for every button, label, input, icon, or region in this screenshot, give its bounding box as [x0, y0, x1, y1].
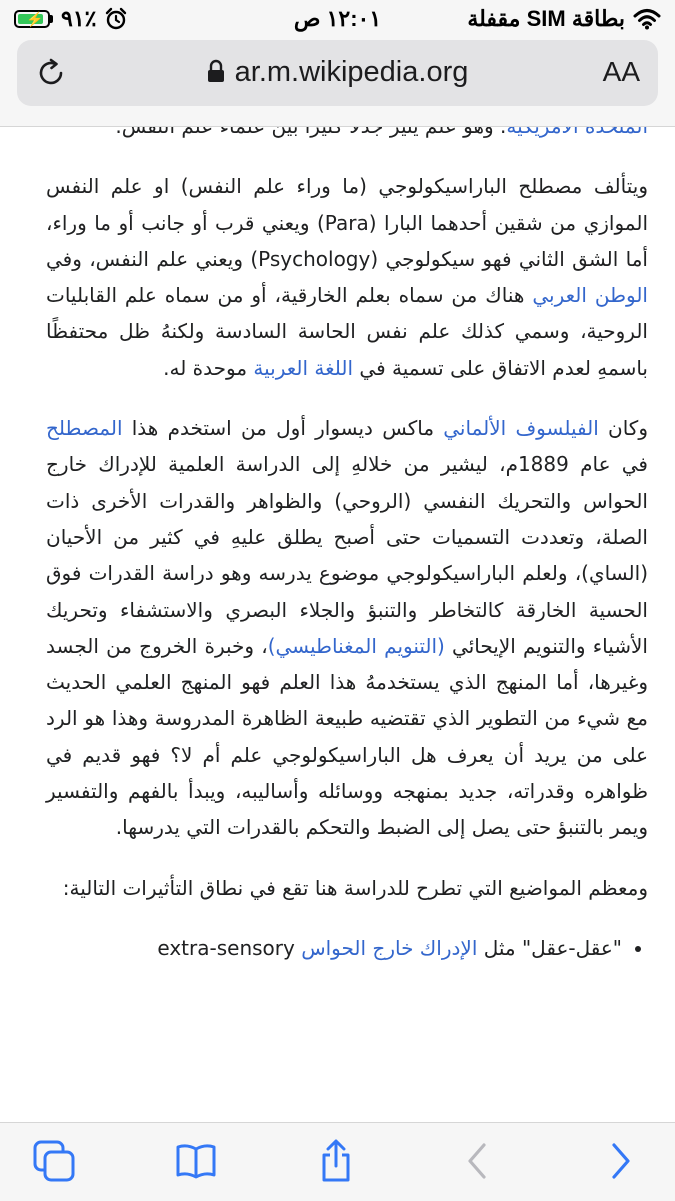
url-display[interactable] — [17, 56, 658, 89]
wifi-icon — [633, 8, 661, 30]
battery-percent: ٩١٪ — [61, 6, 97, 31]
paragraph-1 — [46, 168, 648, 386]
text-size-button[interactable]: AA — [602, 56, 640, 87]
url-text: ar.m.wikipedia.org — [234, 56, 469, 88]
share-icon[interactable] — [314, 1139, 358, 1183]
browser-bottom-toolbar — [0, 1122, 675, 1201]
link-term[interactable]: المصطلح — [46, 416, 123, 441]
effects-list — [46, 930, 648, 966]
link-hypnosis[interactable]: (التنويم المغناطيسي) — [267, 633, 445, 658]
tabs-icon[interactable] — [32, 1139, 76, 1183]
link-arab-world[interactable]: الوطن العربي — [532, 283, 648, 308]
back-icon[interactable] — [456, 1139, 500, 1183]
list-item-text-b: extra-sensory — [157, 935, 302, 960]
clock: ١٢:٠١ ص — [293, 6, 382, 31]
link-arabic-language[interactable]: اللغة العربية — [253, 355, 354, 380]
paragraph-2-text-d: ، وخبرة الخروج من الجسد وغيرها، أما المنهج الذي يستخدمهُ هذا العلم فهو المنهج العلمي الحديث مع شيء من التطوير الذي تقتضيه طبيعة الظاهرة المدروسة وهذا هو الرد على من يريد أن يعرف هل الباراسيكولوجي علم أم لا؟ فهو قديم في ظواهره وقدراته، جديد بمنهجه ووسائله وأساليبه، ويبدأ بالفهم والتفسير ويمر بالتنبؤ حتى يصل إلى الضبط والتحكم بالقدرات التي يدرسها. — [46, 633, 648, 840]
charging-bolt-icon: ⚡ — [26, 11, 44, 27]
paragraph-3: ومعظم المواضيع التي تطرح للدراسة هنا تقع في نطاق التأثيرات التالية: — [62, 875, 648, 900]
paragraph-2-text-c: في عام 1889م، ليشير من خلالهِ إلى الدراسة العلمية للإدراك خارج الحواس والتحريك النفسي (الروحي) والظواهر والقدرات الأخرى ذات الصلة، وتعددت التسميات حتى أصبح يطلق عليهِ في كثير من الأحيان (الساي)، ولعلم الباراسيكولوجي موضوع يدرسه وهو دراسة القدرات فوق الحسية الخارقة كالتخاطر والتنبؤ والجلاء البصري والاستشفاء وتحريك الأشياء والتنويم الإيحائي — [46, 452, 648, 658]
carrier-label: بطاقة SIM مقفلة — [467, 6, 625, 31]
browser-top-bar — [0, 0, 675, 127]
lock-icon — [207, 59, 225, 83]
bookmarks-icon[interactable] — [174, 1139, 218, 1183]
forward-icon[interactable] — [598, 1139, 642, 1183]
list-item — [46, 930, 622, 966]
paragraph-1-text-a: ويتألف مصطلح الباراسيكولوجي (ما وراء علم النفس) او علم النفس الموازي من شقين أحدهما البارا (Para) ويعني قرب أو جانب أو ما وراء، أما الشق الثاني فهو سيكولوجي (Psychology) ويعني علم النفس، وفي — [46, 174, 648, 271]
status-right — [467, 6, 661, 32]
link-german-philosopher[interactable]: الفيلسوف الألماني — [443, 416, 599, 441]
paragraph-2-text-b: ماكس ديسوار أول من استخدم هذا — [122, 416, 444, 441]
address-bar[interactable] — [17, 40, 658, 106]
list-item-text-a: "عقل-عقل" مثل — [477, 935, 622, 960]
status-bar — [0, 0, 675, 38]
paragraph-1-text-b: هناك من سماه بعلم الخارقية، أو من سماه علم القابليات الروحية، وسمي كذلك علم نفس الحاسة السادسة ولكنهُ ظل محتفظًا باسمهِ لعدم الاتفاق على تسمية في — [46, 283, 648, 380]
paragraph-2-text-a: وكان — [598, 416, 648, 441]
link-extrasensory-perception[interactable]: الإدراك خارج الحواس — [301, 935, 478, 960]
article-body — [46, 108, 648, 966]
paragraph-1-text-c: موحدة له. — [163, 355, 254, 380]
paragraph-2 — [46, 410, 648, 846]
